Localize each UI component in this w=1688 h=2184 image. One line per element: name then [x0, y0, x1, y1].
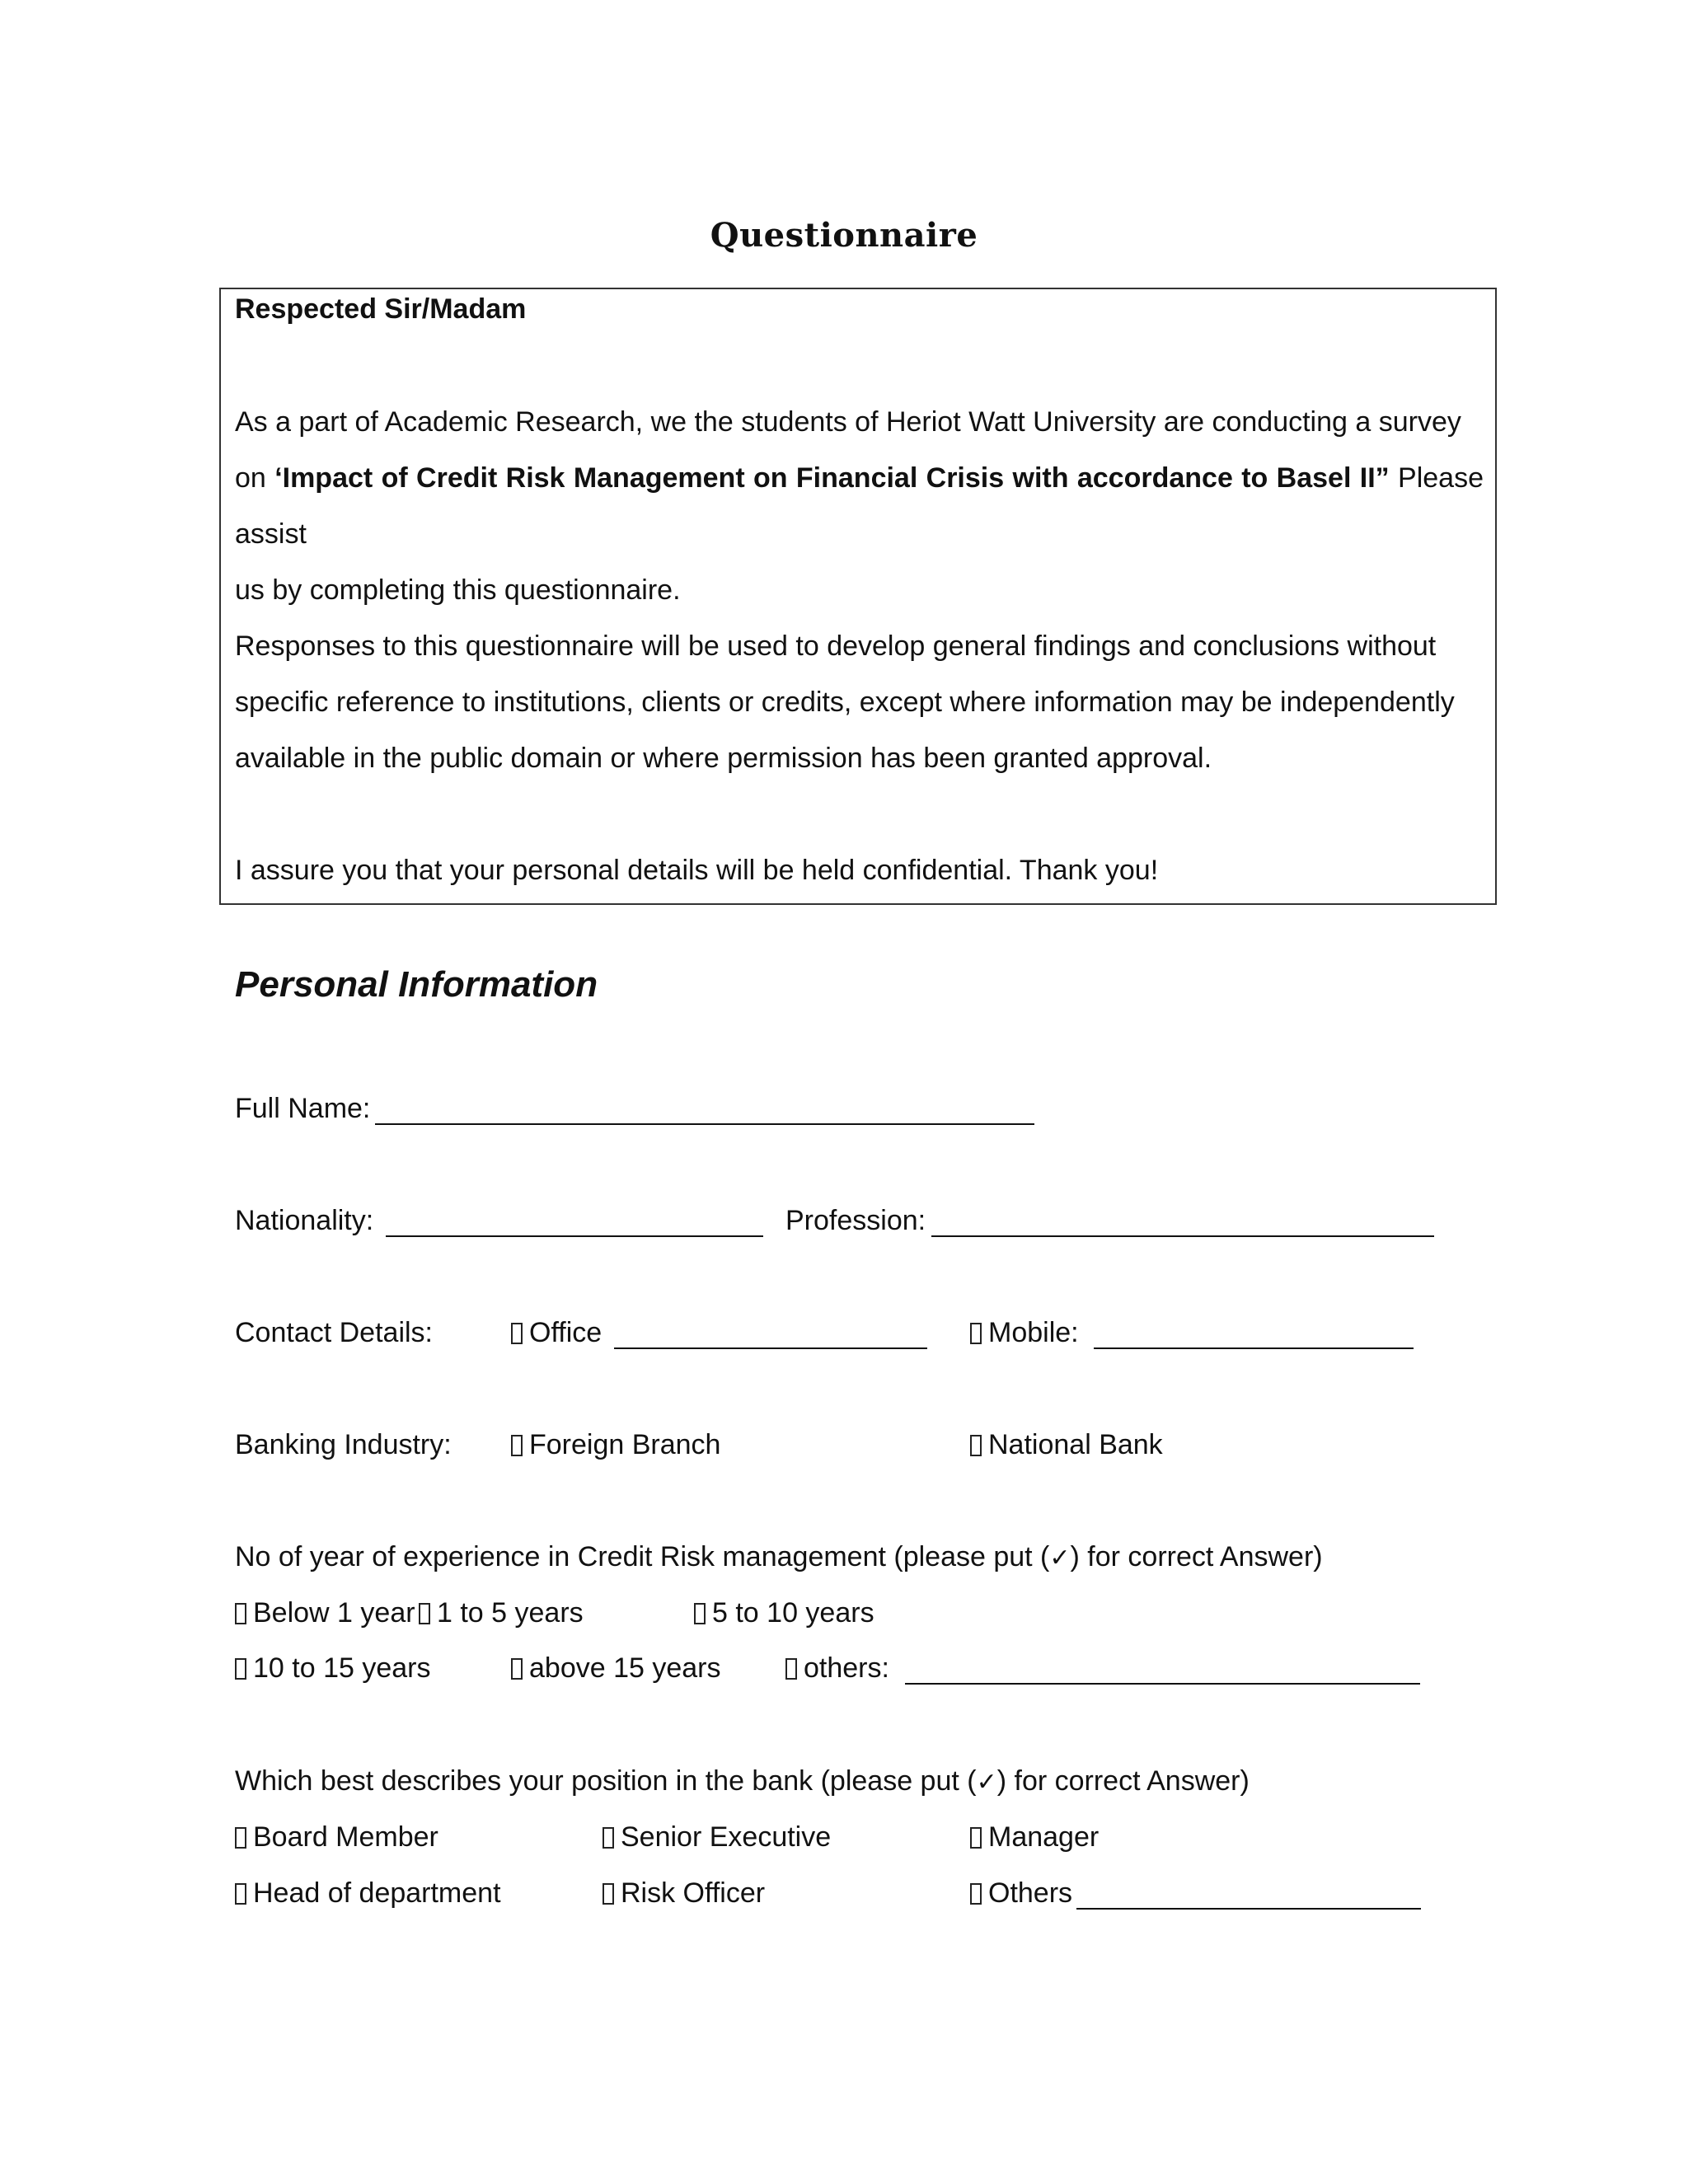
exp-10-to-15-checkbox[interactable]	[235, 1658, 246, 1680]
pos-others-label: Others	[988, 1877, 1073, 1909]
pos-others-field[interactable]	[1076, 1908, 1421, 1910]
exp-1-to-5-checkbox[interactable]	[419, 1603, 430, 1624]
pos-manager-checkbox[interactable]	[970, 1827, 982, 1849]
exp-10-to-15-option[interactable]	[235, 1652, 430, 1685]
pos-board-label: Board Member	[253, 1821, 438, 1853]
contact-office-option[interactable]	[511, 1316, 602, 1349]
intro-p1-on: on	[235, 462, 275, 494]
contact-mobile-option[interactable]	[970, 1316, 1079, 1349]
foreign-branch-label: Foreign Branch	[529, 1429, 721, 1460]
confidential-note: I assure you that your personal details will be held confidential. Thank you!	[235, 855, 1159, 886]
full-name-label: Full Name:	[235, 1093, 371, 1124]
pos-others-checkbox[interactable]	[970, 1883, 982, 1905]
exp-others-field[interactable]	[905, 1683, 1420, 1685]
office-checkbox[interactable]	[511, 1323, 523, 1344]
exp-10-to-15-label: 10 to 15 years	[253, 1652, 431, 1684]
profession-field[interactable]	[931, 1235, 1434, 1237]
intro-paragraph-1	[235, 394, 1484, 618]
pos-manager-option[interactable]	[970, 1821, 1099, 1854]
intro-p1-line3: us by completing this questionnaire.	[235, 574, 681, 606]
nationality-field[interactable]	[386, 1235, 763, 1237]
pos-senior-option[interactable]	[603, 1821, 831, 1854]
experience-question	[235, 1540, 1323, 1575]
intro-p1-assist: Please assist	[235, 462, 1484, 550]
exp-below-1-label: Below 1 year	[253, 1597, 415, 1629]
pos-head-option[interactable]	[235, 1877, 501, 1910]
intro-p2-line3: available in the public domain or where permission has been granted approval.	[235, 743, 1212, 774]
pos-head-label: Head of department	[253, 1877, 501, 1909]
pos-head-checkbox[interactable]	[235, 1883, 246, 1905]
pos-board-option[interactable]	[235, 1821, 438, 1854]
exp-below-1-checkbox[interactable]	[235, 1603, 246, 1624]
position-question-start: Which best describes your position in the bank (please put (	[235, 1765, 977, 1797]
exp-1-to-5-label: 1 to 5 years	[437, 1597, 584, 1629]
full-name-field[interactable]	[375, 1123, 1034, 1125]
intro-p1-line1: As a part of Academic Research, we the students of Heriot Watt University are conducting a survey	[235, 406, 1461, 438]
pos-risk-label: Risk Officer	[621, 1877, 766, 1909]
exp-above-15-checkbox[interactable]	[511, 1658, 523, 1680]
foreign-branch-checkbox[interactable]	[511, 1435, 523, 1456]
exp-below-1-option[interactable]	[235, 1596, 415, 1629]
salutation: Respected Sir/Madam	[235, 293, 527, 325]
exp-5-to-10-label: 5 to 10 years	[712, 1597, 874, 1629]
check-mark-icon: ✓	[1049, 1544, 1071, 1572]
national-bank-checkbox[interactable]	[970, 1435, 982, 1456]
profession-label: Profession:	[785, 1205, 926, 1236]
exp-1-to-5-option[interactable]	[419, 1596, 584, 1629]
intro-p2-line1: Responses to this questionnaire will be used to develop general findings and conclusions without	[235, 630, 1437, 662]
pos-senior-checkbox[interactable]	[603, 1827, 614, 1849]
exp-above-15-label: above 15 years	[529, 1652, 721, 1684]
pos-others-option[interactable]	[970, 1877, 1072, 1910]
exp-others-checkbox[interactable]	[785, 1658, 797, 1680]
exp-others-option[interactable]	[785, 1652, 889, 1685]
check-mark-icon: ✓	[976, 1768, 997, 1797]
intro-p1-line2	[235, 450, 1484, 562]
exp-above-15-option[interactable]	[511, 1652, 721, 1685]
mobile-checkbox[interactable]	[970, 1323, 982, 1344]
position-question	[235, 1765, 1250, 1799]
exp-5-to-10-checkbox[interactable]	[694, 1603, 706, 1624]
pos-senior-label: Senior Executive	[621, 1821, 832, 1853]
pos-board-checkbox[interactable]	[235, 1827, 246, 1849]
contact-mobile-label: Mobile:	[988, 1317, 1079, 1348]
nationality-label: Nationality:	[235, 1205, 374, 1236]
experience-question-start: No of year of experience in Credit Risk management (please put (	[235, 1541, 1050, 1572]
exp-5-to-10-option[interactable]	[694, 1596, 874, 1629]
pos-risk-option[interactable]	[603, 1877, 765, 1910]
pos-manager-label: Manager	[988, 1821, 1100, 1853]
exp-others-label: others:	[804, 1652, 889, 1684]
national-bank-option[interactable]	[970, 1428, 1163, 1461]
page-title: Questionnaire	[710, 216, 978, 255]
position-question-end: ) for correct Answer)	[996, 1765, 1250, 1797]
mobile-phone-field[interactable]	[1094, 1347, 1414, 1349]
experience-question-end: ) for correct Answer)	[1070, 1541, 1323, 1572]
study-title: ‘Impact of Credit Risk Management on Financial Crisis with accordance to Basel II”	[274, 462, 1390, 494]
office-phone-field[interactable]	[614, 1347, 927, 1349]
pos-risk-checkbox[interactable]	[603, 1883, 614, 1905]
contact-details-label: Contact Details:	[235, 1317, 433, 1348]
intro-p2-line2: specific reference to institutions, clients or credits, except where information may be independently	[235, 687, 1455, 718]
section-heading: Personal Information	[235, 964, 598, 1005]
intro-paragraph-2	[235, 618, 1484, 786]
national-bank-label: National Bank	[988, 1429, 1163, 1460]
banking-industry-label: Banking Industry:	[235, 1429, 452, 1460]
foreign-branch-option[interactable]	[511, 1428, 720, 1461]
contact-office-label: Office	[529, 1317, 603, 1348]
